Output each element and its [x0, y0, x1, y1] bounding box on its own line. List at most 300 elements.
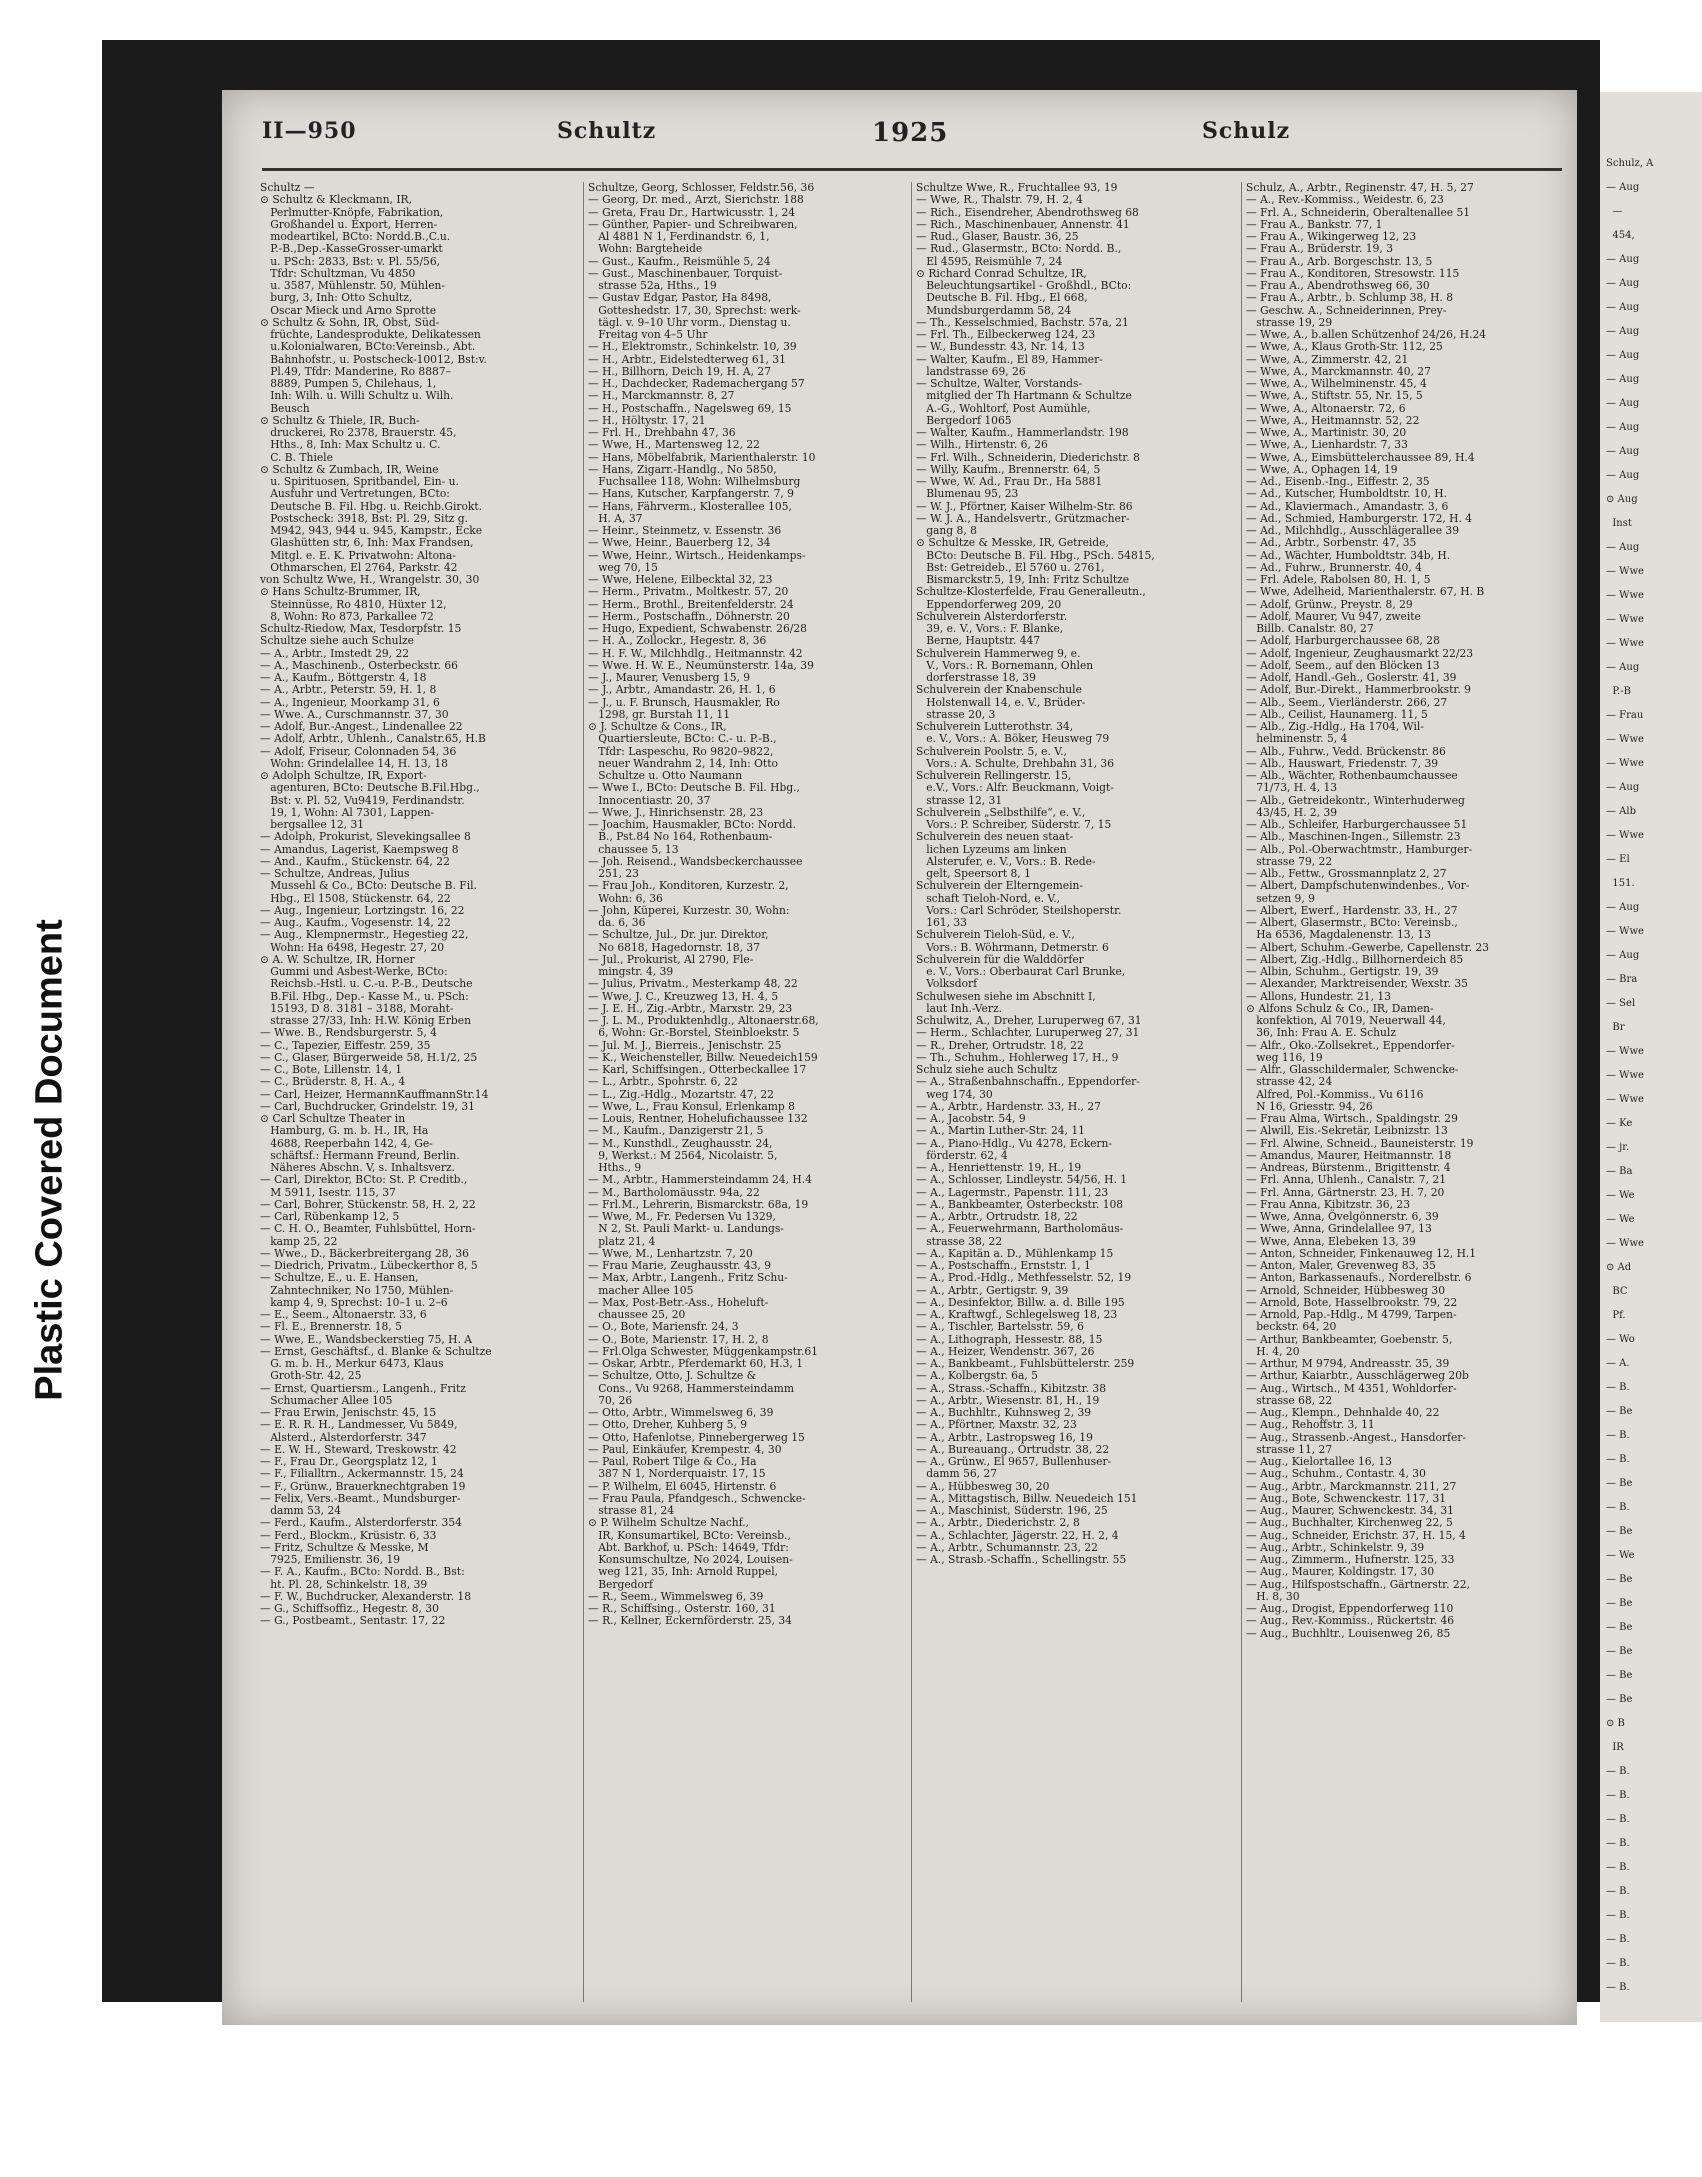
entry-line: ⊙ B: [1606, 1718, 1625, 1729]
entry-line: Schultze-Klosterfelde, Frau Generalleutn.,: [916, 585, 1146, 599]
entry-line: Othmarschen, El 2764, Parkstr. 42: [260, 560, 458, 574]
entry-line: — Arthur, Kaiarbtr., Ausschlägerweg 20b: [1246, 1369, 1469, 1383]
entry-line: — C., Tapezier, Eiffestr. 259, 35: [260, 1038, 431, 1052]
entry-line: — C. H. O., Beamter, Fuhlsbüttel, Horn-: [260, 1222, 476, 1236]
entry-line: weg 174, 30: [916, 1087, 993, 1101]
entry-line: — Aug: [1606, 374, 1640, 385]
entry-line: — A., Arbtr., Peterstr. 59, H. 1, 8: [260, 683, 437, 697]
entry-line: — Amandus, Maurer, Heitmannstr. 18: [1246, 1148, 1452, 1162]
entry-line: — Amandus, Lagerist, Kaempsweg 8: [260, 842, 459, 856]
entry-line: 9, Werkst.: M 2564, Nicolaistr. 5,: [588, 1148, 778, 1162]
entry-line: — Aug: [1606, 662, 1640, 673]
entry-line: — Anton, Maler, Grevenweg 83, 35: [1246, 1259, 1436, 1272]
entry-line: — C., Bote, Lillenstr. 14, 1: [260, 1063, 403, 1076]
entry-line: — Alb., Seem., Vierländerstr. 266, 27: [1246, 695, 1448, 709]
entry-line: beckstr. 64, 20: [1246, 1320, 1337, 1334]
entry-line: — Hans, Kutscher, Karpfangerstr. 7, 9: [588, 487, 794, 501]
entry-line: — A., Kaufm., Böttgerstr. 4, 18: [260, 671, 427, 684]
entry-line: — Adolf, Handl.-Geh., Goslerstr. 41, 39: [1246, 671, 1457, 684]
entry-line: — Be: [1606, 1406, 1633, 1417]
entry-line: — Ernst, Geschäftsf., d. Blanke & Schultze: [260, 1344, 492, 1358]
entry-line: — Frl.M., Lehrerin, Bismarckstr. 68a, 19: [588, 1197, 809, 1211]
entry-line: strasse 38, 22: [916, 1234, 1003, 1248]
entry-line: — El: [1606, 854, 1630, 865]
entry-line: — O., Bote, Mariensfr. 24, 3: [588, 1320, 739, 1334]
entry-line: — K., Weichensteller, Billw. Neuedeich159: [588, 1050, 818, 1064]
entry-line: — R., Kellner, Eckernförderstr. 25, 34: [588, 1614, 792, 1628]
entry-line: — Alb., Schleifer, Harburgerchaussee 51: [1246, 818, 1468, 831]
entry-line: ⊙ Carl Schultze Theater in: [260, 1112, 406, 1125]
entry-line: Fuchsallee 118, Wohn: Wilhelmsburg: [588, 475, 801, 488]
header-right-name: Schulz: [1202, 118, 1291, 144]
entry-line: — R., Dreher, Ortrudstr. 18, 22: [916, 1038, 1084, 1052]
entry-line: konfektion, Al 7019, Neuerwall 44,: [1246, 1014, 1446, 1027]
entry-line: — Aug., Kaufm., Vogesenstr. 14, 22: [260, 916, 451, 929]
entry-line: — E. R. R. H., Landmesser, Vu 5849,: [260, 1418, 458, 1432]
entry-line: — Wwe, A., Klaus Groth-Str. 112, 25: [1246, 340, 1443, 354]
entry-line: von Schultz Wwe, H., Wrangelstr. 30, 30: [260, 573, 480, 586]
entry-line: — Wwe, Adelheid, Marienthalerstr. 67, H. B: [1246, 585, 1485, 599]
page-header: [262, 118, 1552, 158]
column-text: [588, 182, 906, 1628]
entry-line: chaussee 25, 20: [588, 1308, 686, 1321]
entry-line: — Ferd., Blockm., Krüsistr. 6, 33: [260, 1528, 437, 1542]
entry-line: — Felix, Vers.-Beamt., Mundsburger-: [260, 1491, 461, 1505]
entry-line: — A., Mittagstisch, Billw. Neuedeich 151: [916, 1491, 1138, 1505]
entry-line: Tfdr: Laspeschu, Ro 9820–9822,: [588, 744, 774, 758]
entry-line: strasse 42, 24: [1246, 1075, 1333, 1089]
entry-line: — B.: [1606, 1862, 1630, 1873]
entry-line: — A., Jacobstr. 54, 9: [916, 1112, 1026, 1125]
entry-line: — Max, Post-Betr.-Ass., Hoheluft-: [588, 1295, 769, 1309]
header-left-name: Schultz: [557, 118, 657, 144]
entry-line: — Frau Anna, Kibitzstr. 36, 23: [1246, 1197, 1411, 1211]
entry-line: B.Fil. Hbg., Dep.- Kasse M., u. PSch:: [260, 989, 469, 1003]
entry-line: — F., Filialltrn., Ackermannstr. 15, 24: [260, 1467, 464, 1481]
entry-line: — W. J. A., Handelsvertr., Grützmacher-: [916, 511, 1130, 525]
entry-line: — R., Schiffsing., Osterstr. 160, 31: [588, 1602, 776, 1615]
entry-line: — Ad., Milchhdlg., Ausschlägerallee 39: [1246, 524, 1460, 537]
entry-line: — Frau A., Bankstr. 77, 1: [1246, 217, 1383, 231]
entry-line: Pl.49, Tfdr: Manderine, Ro 8887–: [260, 364, 451, 378]
entry-line: — H. F. W., Milchhdlg., Heitmannstr. 42: [588, 646, 803, 660]
entry-line: Schultze Wwe, R., Fruchtallee 93, 19: [916, 181, 1118, 194]
entry-line: — Adolf, Bur.-Direkt., Hammerbrookstr. 9: [1246, 683, 1471, 697]
entry-line: — Wwe. B., Rendsburgerstr. 5, 4: [260, 1026, 437, 1040]
entry-line: — Be: [1606, 1598, 1633, 1609]
entry-line: kamp 4, 9, Sprechst: 10–1 u. 2–6: [260, 1295, 448, 1309]
entry-line: Al 4881 N 1, Ferdinandstr. 6, 1,: [588, 230, 770, 243]
entry-line: Berne, Hauptstr. 447: [916, 634, 1041, 648]
entry-line: ⊙ Schultz & Sohn, IR, Obst, Süd-: [260, 315, 440, 329]
entry-line: strasse 20, 3: [916, 707, 996, 721]
entry-line: — Frau A., Konditoren, Stresowstr. 115: [1246, 266, 1460, 280]
entry-line: — Jul., Prokurist, Al 2790, Fle-: [588, 952, 754, 966]
entry-line: — Wwe: [1606, 566, 1644, 577]
entry-line: bergsallee 12, 31: [260, 818, 365, 831]
entry-line: — Wilh., Hirtenstr. 6, 26: [916, 438, 1048, 452]
entry-line: — A., Arbtr., Wiesenstr. 81, H., 19: [916, 1393, 1100, 1407]
entry-line: — Frl. Wilh., Schneiderin, Diederichstr. 8: [916, 450, 1140, 464]
entry-line: — Arthur, M 9794, Andreasstr. 35, 39: [1246, 1357, 1450, 1370]
entry-line: Schulverein Tieloh-Süd, e. V.,: [916, 928, 1075, 942]
entry-line: — Frau Erwin, Jenischstr. 45, 15: [260, 1406, 437, 1419]
entry-line: — H., Billhorn, Deich 19, H. A, 27: [588, 364, 772, 378]
entry-line: — O., Bote, Marienstr. 17, H. 2, 8: [588, 1332, 769, 1346]
entry-line: Schulverein „Selbsthilfe“, e. V.,: [916, 805, 1086, 819]
entry-line: — H. A., Zollockr., Hegestr. 8, 36: [588, 634, 767, 648]
entry-line: BC: [1606, 1286, 1628, 1297]
entry-line: — Herm., Postschaffn., Döhnerstr. 20: [588, 609, 790, 623]
entry-line: — Albert, Zig.-Hdlg., Billhornerdeich 85: [1246, 952, 1464, 966]
adjacent-page-edge: [1600, 92, 1702, 2022]
entry-line: Schumacher Allee 105: [260, 1393, 393, 1407]
entry-line: — Frau Alma, Wirtsch., Spaldingstr. 29: [1246, 1112, 1458, 1125]
entry-line: ⊙ Schultz & Zumbach, IR, Weine: [260, 462, 439, 476]
entry-line: — Adolph, Prokurist, Slevekingsallee 8: [260, 830, 471, 844]
entry-line: — Wwe: [1606, 1070, 1644, 1081]
entry-line: Groth-Str. 42, 25: [260, 1369, 362, 1383]
entry-line: — Be: [1606, 1478, 1633, 1489]
entry-line: — Rich., Maschinenbauer, Annenstr. 41: [916, 217, 1130, 231]
entry-line: — Geschw. A., Schneiderinnen, Prey-: [1246, 303, 1447, 317]
entry-line: — Aug., Hilfspostschaffn., Gärtnerstr. 22,: [1246, 1577, 1470, 1591]
entry-line: ⊙ Alfons Schulz & Co., IR, Damen-: [1246, 1001, 1434, 1015]
entry-line: Schulwitz, A., Dreher, Luruperweg 67, 31: [916, 1014, 1142, 1027]
entry-line: — Th., Schuhm., Hohlerweg 17, H., 9: [916, 1050, 1119, 1064]
entry-line: — B.: [1606, 1430, 1630, 1441]
entry-line: Schulverein Rellingerstr. 15,: [916, 769, 1072, 782]
entry-line: — Wwe. H. W. E., Neumünsterstr. 14a, 39: [588, 658, 814, 672]
entry-line: — J. E. H., Zig.-Arbtr., Marxstr. 29, 23: [588, 1001, 793, 1015]
entry-line: — Hugo, Expedient, Schwabenstr. 26/28: [588, 622, 807, 635]
entry-line: — Wwe: [1606, 1238, 1644, 1249]
entry-line: Vors.: P. Schreiber, Süderstr. 7, 15: [916, 818, 1112, 831]
entry-line: gang 8, 8: [916, 524, 977, 537]
entry-line: — Aug: [1606, 278, 1640, 289]
entry-line: — A., Kapitän a. D., Mühlenkamp 15: [916, 1246, 1114, 1260]
entry-line: Bst: Getreideb., El 5760 u. 2761,: [916, 560, 1105, 574]
entry-line: dorferstrasse 18, 39: [916, 671, 1036, 684]
entry-line: — A., Lithograph, Hessestr. 88, 15: [916, 1332, 1103, 1346]
entry-line: — H., Marckmannstr. 8, 27: [588, 389, 735, 403]
entry-line: Näheres Abschn. V, s. Inhaltsverz.: [260, 1161, 456, 1174]
entry-line: — Wwe, M., Lenhartzstr. 7, 20: [588, 1246, 753, 1260]
entry-line: — A., Pförtner, Maxstr. 32, 23: [916, 1418, 1077, 1432]
entry-line: — Wwe, A., Stiftstr. 55, Nr. 15, 5: [1246, 389, 1423, 403]
entry-line: C. B. Thiele: [260, 450, 333, 464]
entry-line: — Georg, Dr. med., Arzt, Sierichstr. 188: [588, 193, 804, 207]
entry-line: Beusch: [260, 401, 310, 415]
entry-line: — Frau: [1606, 710, 1644, 721]
entry-line: — Aug: [1606, 422, 1640, 433]
entry-line: — Oskar, Arbtr., Pferdemarkt 60, H.3, 1: [588, 1357, 804, 1370]
entry-line: — E. W. H., Steward, Treskowstr. 42: [260, 1442, 457, 1456]
entry-line: — Andreas, Bürstenm., Brigittenstr. 4: [1246, 1161, 1451, 1174]
entry-line: — M., Arbtr., Hammersteindamm 24, H.4: [588, 1173, 812, 1187]
entry-line: — B.: [1606, 1814, 1630, 1825]
entry-line: Mitgl. e. E. K. Privatwohn: Altona-: [260, 548, 456, 562]
entry-line: damm 56, 27: [916, 1467, 998, 1481]
adjacent-page-text: [1600, 152, 1702, 2000]
entry-line: — Diedrich, Privatm., Lübeckerthor 8, 5: [260, 1259, 478, 1272]
entry-line: — Adolf, Harburgerchaussee 68, 28: [1246, 634, 1440, 648]
entry-line: agenturen, BCto: Deutsche B.Fil.Hbg.,: [260, 781, 480, 795]
entry-line: — Hans, Möbelfabrik, Marienthalerstr. 10: [588, 450, 816, 464]
column-text: [916, 182, 1236, 1566]
entry-line: — Aug., Ingenieur, Lortzingstr. 16, 22: [260, 903, 465, 917]
entry-line: 15193, D 8. 3181 – 3188, Moraht-: [260, 1001, 454, 1015]
entry-line: — Gust., Maschinenbauer, Torquist-: [588, 266, 783, 280]
entry-line: 251, 23: [588, 867, 639, 880]
entry-line: — Joachim, Hausmakler, BCto: Nordd.: [588, 818, 796, 831]
entry-line: Deutsche B. Fil. Hbg., El 668,: [916, 291, 1088, 305]
entry-line: Hths., 8, Inh: Max Schultz u. C.: [260, 438, 441, 452]
entry-line: — Wwe, Heinr., Bauerberg 12, 34: [588, 536, 771, 550]
entry-line: weg 116, 19: [1246, 1050, 1323, 1064]
entry-line: — Adolf, Arbtr., Uhlenh., Canalstr.65, H.B: [260, 732, 486, 746]
entry-line: — A., Kraftwgf., Schlegelsweg 18, 23: [916, 1308, 1118, 1321]
entry-line: — J., u. F. Brunsch, Hausmakler, Ro: [588, 695, 780, 709]
entry-line: — B.: [1606, 1502, 1630, 1513]
entry-line: — A., Maschinenb., Osterbeckstr. 66: [260, 658, 458, 672]
entry-line: u.Kolonialwaren, BCto:Vereinsb., Abt.: [260, 340, 476, 354]
entry-line: — Albert, Glasermstr., BCto: Vereinsb.,: [1246, 916, 1458, 929]
entry-line: ⊙ Adolph Schultze, IR, Export-: [260, 769, 427, 782]
entry-line: — F. W., Buchdrucker, Alexanderstr. 18: [260, 1589, 472, 1603]
entry-line: kamp 25, 22: [260, 1234, 338, 1248]
entry-line: — Rud., Glaser, Baustr. 36, 25: [916, 230, 1079, 243]
entry-line: — A., Bankbeamter, Osterbeckstr. 108: [916, 1197, 1124, 1211]
entry-line: — Aug., Arbtr., Schinkelstr. 9, 39: [1246, 1540, 1425, 1554]
entry-line: — Aug., Klempnermstr., Hegestieg 22,: [260, 928, 469, 942]
entry-line: Schultze u. Otto Naumann: [588, 769, 743, 782]
entry-line: strasse 79, 22: [1246, 854, 1333, 868]
entry-line: ⊙ Schultze & Messke, IR, Getreide,: [916, 536, 1109, 550]
entry-line: — A.: [1606, 1358, 1630, 1369]
entry-line: neuer Wandrahm 2, 14, Inh: Otto: [588, 756, 778, 770]
entry-line: Billb. Canalstr. 80, 27: [1246, 622, 1374, 635]
entry-line: — We: [1606, 1190, 1635, 1201]
entry-line: e.V., Vors.: Alfr. Beuckmann, Voigt-: [916, 781, 1114, 795]
entry-line: 151.: [1606, 878, 1635, 889]
entry-line: — A., Strass.-Schaffn., Kibitzstr. 38: [916, 1381, 1106, 1395]
entry-line: — Carl, Direktor, BCto: St. P. Creditb.,: [260, 1173, 468, 1187]
entry-line: Schulverein der Elterngemein-: [916, 879, 1084, 893]
entry-line: — Aug: [1606, 542, 1640, 553]
entry-line: helminenstr. 5, 4: [1246, 732, 1348, 746]
entry-line: da. 6, 36: [588, 916, 646, 929]
entry-line: — B.: [1606, 1382, 1630, 1393]
entry-line: — Wwe, Anna, Elebeken 13, 39: [1246, 1234, 1416, 1248]
entry-line: — Wwe, A., Wilhelminenstr. 45, 4: [1246, 377, 1427, 390]
entry-line: u. Spirituosen, Spritbandel, Ein- u.: [260, 475, 459, 488]
entry-line: — Aug., Schneider, Erichstr. 37, H. 15, 4: [1246, 1528, 1466, 1542]
entry-line: — H., Elektromstr., Schinkelstr. 10, 39: [588, 340, 797, 354]
entry-line: — Alb., Maschinen-Ingen., Sillemstr. 23: [1246, 830, 1461, 844]
entry-line: — G., Postbeamt., Sentastr. 17, 22: [260, 1614, 446, 1628]
entry-line: — Aug., Klempn., Dehnhalde 40, 22: [1246, 1406, 1440, 1419]
entry-line: — Aug., Arbtr., Marckmannstr. 211, 27: [1246, 1479, 1457, 1493]
entry-line: — Rud., Glasermstr., BCto: Nordd. B.,: [916, 242, 1122, 256]
entry-line: Schulverein für die Walddörfer: [916, 952, 1084, 966]
entry-line: — Albert, Ewerf., Hardenstr. 33, H., 27: [1246, 903, 1458, 917]
entry-line: — Aug: [1606, 326, 1640, 337]
entry-line: — Wwe, J., Hinrichsenstr. 28, 23: [588, 805, 764, 819]
directory-column-4: [1246, 182, 1565, 2002]
header-rule: [262, 168, 1562, 171]
entry-line: — A., Hübbesweg 30, 20: [916, 1479, 1050, 1493]
entry-line: — Aug., Maurer, Koldingstr. 17, 30: [1246, 1565, 1435, 1579]
entry-line: — And., Kaufm., Stückenstr. 64, 22: [260, 854, 450, 868]
entry-line: — Carl, Rübenkamp 12, 5: [260, 1210, 400, 1223]
entry-line: — Alb., Zig.-Hdlg., Ha 1704, Wil-: [1246, 720, 1424, 733]
entry-line: Schulverein Lutterothstr. 34,: [916, 720, 1074, 733]
entry-line: — Bra: [1606, 974, 1638, 985]
entry-line: Schulverein Alsterdorferstr.: [916, 609, 1068, 623]
entry-line: Holstenwall 14, e. V., Brüder-: [916, 695, 1086, 709]
directory-column-2: [588, 182, 906, 2002]
entry-line: — Wwe, A., Eimsbüttelerchaussee 89, H.4: [1246, 450, 1475, 464]
entry-line: Br: [1606, 1022, 1625, 1033]
entry-line: Schulz, A: [1606, 158, 1654, 169]
entry-line: 19, 1, Wohn: Al 7301, Lappen-: [260, 805, 435, 819]
entry-line: — B.: [1606, 1910, 1630, 1921]
entry-line: Schultze, Georg, Schlosser, Feldstr.56, 36: [588, 181, 815, 194]
entry-line: — A., Buchhltr., Kuhnsweg 2, 39: [916, 1406, 1092, 1419]
entry-line: Zahntechniker, No 1750, Mühlen-: [260, 1283, 454, 1297]
entry-line: — Wwe, H., Martensweg 12, 22: [588, 438, 760, 452]
entry-line: — Albert, Dampfschutenwindenbes., Vor-: [1246, 879, 1470, 893]
entry-line: — Aug., Drogist, Eppendorferweg 110: [1246, 1602, 1454, 1615]
entry-line: — Günther, Papier- und Schreibwaren,: [588, 217, 798, 231]
entry-line: — Alfr., Oko.-Zollsekret., Eppendorfer-: [1246, 1038, 1455, 1052]
entry-line: Vors.: A. Schulte, Drehbahn 31, 36: [916, 756, 1115, 770]
directory-page: [222, 90, 1577, 2025]
entry-line: M 5911, Isestr. 115, 37: [260, 1185, 396, 1199]
entry-line: — Ad., Wächter, Humboldtstr. 34b, H.: [1246, 548, 1451, 562]
entry-line: — Herm., Privatm., Moltkestr. 57, 20: [588, 585, 789, 599]
entry-line: — Ad., Arbtr., Sorbenstr. 47, 35: [1246, 536, 1417, 550]
entry-line: — Aug., Schuhm., Contastr. 4, 30: [1246, 1467, 1426, 1481]
entry-line: — A., Feuerwehrmann, Bartholomäus-: [916, 1222, 1124, 1236]
entry-line: schäftsf.: Hermann Freund, Berlin.: [260, 1148, 460, 1162]
entry-line: — Frl. A., Schneiderin, Oberaltenallee 51: [1246, 205, 1471, 219]
entry-line: — Alb., Fuhrw., Vedd. Brückenstr. 86: [1246, 744, 1446, 758]
entry-line: Schulz, A., Arbtr., Reginenstr. 47, H. 5, 27: [1246, 181, 1474, 194]
entry-line: — M., Kaufm., Danzigerstr 21, 5: [588, 1124, 764, 1138]
entry-line: lichen Lyzeums am linken: [916, 842, 1067, 856]
entry-line: — Frl. Th., Eilbeckerweg 124, 23: [916, 328, 1096, 341]
entry-line: P.-B: [1606, 686, 1631, 697]
entry-line: — B.: [1606, 1766, 1630, 1777]
entry-line: — Wwe, Helene, Eilbecktal 32, 23: [588, 573, 773, 586]
entry-line: strasse 19, 29: [1246, 315, 1333, 329]
entry-line: Abt. Barkhof, u. PSch: 14649, Tfdr:: [588, 1540, 789, 1554]
entry-line: Volksdorf: [916, 977, 978, 991]
entry-line: — Frau A., Arbtr., b. Schlump 38, H. 8: [1246, 291, 1454, 305]
entry-line: — A., Arbtr., Schumannstr. 23, 22: [916, 1540, 1098, 1554]
entry-line: Deutsche B. Fil. Hbg. u. Reichb.Girokt.: [260, 499, 483, 513]
entry-line: — Alb., Getreidekontr., Winterhuderweg: [1246, 793, 1465, 807]
page-number: II—950: [262, 118, 357, 144]
entry-line: — Gust., Kaufm., Reismühle 5, 24: [588, 254, 771, 268]
entry-line: schaft Tieloh-Nord, e. V.,: [916, 891, 1061, 905]
entry-line: — Be: [1606, 1622, 1633, 1633]
entry-line: — Ad., Fuhrw., Brunnerstr. 40, 4: [1246, 560, 1422, 574]
entry-line: — Gustav Edgar, Pastor, Ha 8498,: [588, 291, 772, 305]
entry-line: — A., Arbtr., Hardenstr. 33, H., 27: [916, 1099, 1101, 1113]
entry-line: — Frau A., Wikingerweg 12, 23: [1246, 230, 1417, 243]
entry-line: — Otto, Arbtr., Wimmelsweg 6, 39: [588, 1406, 774, 1419]
entry-line: Cons., Vu 9268, Hammersteindamm: [588, 1381, 794, 1395]
entry-line: — H., Arbtr., Eidelstedterweg 61, 31: [588, 352, 786, 366]
entry-line: damm 53, 24: [260, 1504, 342, 1517]
entry-line: — Aug: [1606, 398, 1640, 409]
entry-line: — Wwe, A., Altonaerstr. 72, 6: [1246, 401, 1406, 415]
entry-line: Schulverein des neuen staat-: [916, 830, 1074, 844]
entry-line: — Wwe, Anna, Grindelallee 97, 13: [1246, 1222, 1432, 1236]
entry-line: — Alfr., Glasschildermaler, Schwencke-: [1246, 1063, 1459, 1076]
entry-line: e. V., Vors.: Oberbaurat Carl Brunke,: [916, 965, 1126, 978]
entry-line: — B.: [1606, 1790, 1630, 1801]
entry-line: — Frl. Adele, Rabolsen 80, H. 1, 5: [1246, 573, 1431, 586]
entry-line: — Ad., Klaviermach., Amandastr. 3, 6: [1246, 499, 1449, 513]
entry-line: — Adolf, Maurer, Vu 947, zweite: [1246, 609, 1421, 623]
entry-line: — Frl.Olga Schwester, Müggenkampstr.61: [588, 1344, 818, 1358]
scanned-document-frame: [102, 40, 1654, 2002]
entry-line: — Max, Arbtr., Langenh., Fritz Schu-: [588, 1271, 788, 1285]
entry-line: ⊙ Richard Conrad Schultze, IR,: [916, 266, 1087, 280]
entry-line: — Alb., Wächter, Rothenbaumchaussee: [1246, 769, 1458, 782]
entry-line: — L., Zig.-Hdlg., Mozartstr. 47, 22: [588, 1087, 774, 1101]
entry-line: — Walter, Kaufm., El 89, Hammer-: [916, 352, 1103, 366]
entry-line: — Fl. E., Brennerstr. 18, 5: [260, 1320, 402, 1334]
entry-line: — Arnold, Bote, Hasselbrookstr. 79, 22: [1246, 1295, 1458, 1309]
entry-line: — Joh. Reisend., Wandsbeckerchaussee: [588, 854, 803, 868]
entry-line: H. 8, 30: [1246, 1589, 1300, 1603]
entry-line: — Julius, Privatm., Mesterkamp 48, 22: [588, 977, 798, 991]
entry-line: Konsumschultze, No 2024, Louisen-: [588, 1553, 793, 1566]
entry-line: — Be: [1606, 1670, 1633, 1681]
entry-line: —: [1606, 206, 1623, 217]
entry-line: — A., Maschinist, Süderstr. 196, 25: [916, 1504, 1108, 1517]
entry-line: — Wwe, A., Ophagen 14, 19: [1246, 462, 1398, 476]
entry-line: — Wwe, R., Thalstr. 79, H. 2, 4: [916, 193, 1083, 207]
directory-column-1: [260, 182, 578, 2002]
entry-line: — A., Bankbeamt., Fuhlsbüttelerstr. 259: [916, 1357, 1135, 1370]
entry-line: IR: [1606, 1742, 1624, 1753]
entry-line: — Wwe. A., Curschmannstr. 37, 30: [260, 707, 449, 721]
entry-line: — Wwe: [1606, 734, 1644, 745]
entry-line: Mussehl & Co., BCto: Deutsche B. Fil.: [260, 879, 477, 893]
entry-line: — Anton, Schneider, Finkenauweg 12, H.1: [1246, 1246, 1477, 1260]
entry-line: — Wwe, A., b.allen Schützenhof 24/26, H.24: [1246, 328, 1487, 341]
entry-line: strasse 12, 31: [916, 793, 1003, 807]
entry-line: ⊙ Aug: [1606, 494, 1638, 505]
entry-line: Wohn: Ha 6498, Hegestr. 27, 20: [260, 940, 445, 954]
entry-line: — Fritz, Schultze & Messke, M: [260, 1540, 429, 1554]
entry-line: — Alb: [1606, 806, 1636, 817]
entry-line: — J., Arbtr., Amandastr. 26, H. 1, 6: [588, 683, 776, 697]
entry-line: — A., Arbtr., Lastropsweg 16, 19: [916, 1430, 1093, 1444]
entry-line: — A., Martin Luther-Str. 24, 11: [916, 1124, 1085, 1138]
entry-line: — Anton, Barkassenaufs., Norderelbstr. 6: [1246, 1271, 1472, 1285]
entry-line: strasse 11, 27: [1246, 1442, 1333, 1456]
entry-line: — Alb., Hauswart, Friedenstr. 7, 39: [1246, 756, 1439, 770]
entry-line: — Frl. Anna, Gärtnerstr. 23, H. 7, 20: [1246, 1185, 1445, 1199]
entry-line: — Wwe: [1606, 638, 1644, 649]
